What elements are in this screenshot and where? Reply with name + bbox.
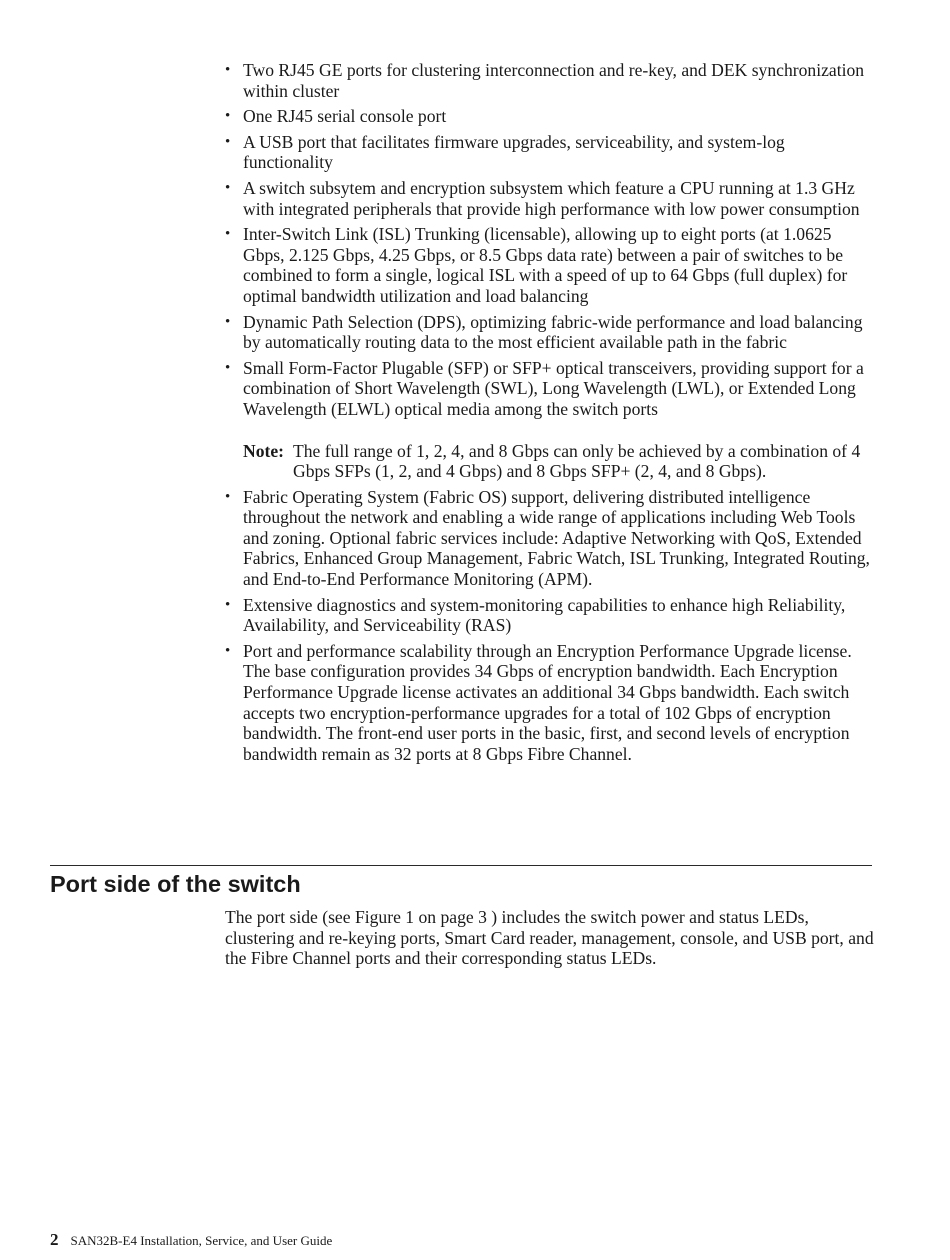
list-item-text: A switch subsytem and encryption subsystem which feature a CPU running at 1.3 GHz with integrated peripherals that provide high performance with low power consumption bbox=[243, 177, 860, 219]
bullet-icon: • bbox=[225, 488, 231, 505]
list-item-text: Port and performance scalability through an Encryption Performance Upgrade license. The base configuration provides 34 Gbps of encryption bandwidth. Each Encryption Performance Upgrade license activates an additional 34 Gbps bandwidth. Each switch accepts two encryption-performance upgrades for a total of 102 Gbps of encryption bandwidth. The front-end user ports in the basic, first, and second levels of encryption bandwidth remain as 32 ports at 8 Gbps Fibre Channel. bbox=[243, 640, 852, 764]
list-item bbox=[225, 106, 875, 127]
list-item bbox=[225, 132, 875, 173]
list-item bbox=[225, 487, 875, 590]
note-block bbox=[243, 441, 875, 482]
feature-list bbox=[225, 60, 875, 769]
list-item-text: Small Form-Factor Plugable (SFP) or SFP+ optical transceivers, providing support for a combination of Short Wavelength (SWL), Long Wavelength (LWL), or Extended Long Wavelength (ELWL) optical media among the switch ports bbox=[243, 357, 864, 419]
list-item bbox=[225, 312, 875, 353]
list-item-text: Dynamic Path Selection (DPS), optimizing fabric-wide performance and load balancing by automatically routing data to the most efficient available path in the fabric bbox=[243, 311, 863, 353]
list-item-text: Inter-Switch Link (ISL) Trunking (licensable), allowing up to eight ports (at 1.0625 Gbps, 2.125 Gbps, 4.25 Gbps, or 8.5 Gbps data rate) between a pair of switches to be combined to form a single, logical ISL with a speed of up to 64 Gbps (full duplex) for optimal bandwidth utilization and load balancing bbox=[243, 224, 848, 306]
bullet-icon: • bbox=[225, 179, 231, 196]
bullet-icon: • bbox=[225, 133, 231, 150]
page-footer bbox=[50, 1230, 750, 1251]
bullet-icon: • bbox=[225, 108, 231, 125]
section-title: Port side of the switch bbox=[50, 871, 301, 897]
list-item-text: Extensive diagnostics and system-monitoring capabilities to enhance high Reliability, Availability, and Serviceability (RAS) bbox=[243, 594, 846, 636]
bullet-icon: • bbox=[225, 62, 231, 78]
note-text: The full range of 1, 2, 4, and 8 Gbps can only be achieved by a combination of 4 Gbps SFPs (1, 2, and 4 Gbps) and 8 Gbps SFP+ (2, 4, and 8 Gbps). bbox=[293, 440, 861, 482]
bullet-icon: • bbox=[225, 642, 231, 659]
list-item bbox=[225, 358, 875, 482]
section-paragraph: The port side (see Figure 1 on page 3 ) includes the switch power and status LEDs, clustering and re-keying ports, Smart Card reader, management, console, and USB port, and the Fibre Channel ports and their corresponding status LEDs. bbox=[225, 907, 874, 969]
list-item bbox=[225, 224, 875, 306]
list-item-text: One RJ45 serial console port bbox=[243, 106, 447, 127]
bullet-icon: • bbox=[225, 313, 231, 330]
list-item bbox=[225, 60, 875, 101]
bullet-icon: • bbox=[225, 226, 231, 243]
bullet-icon: • bbox=[225, 596, 231, 613]
list-item bbox=[225, 595, 875, 636]
list-item-text: A USB port that facilitates firmware upgrades, serviceability, and system-log functionality bbox=[243, 131, 785, 173]
section-divider bbox=[50, 865, 872, 866]
list-item-text: Fabric Operating System (Fabric OS) support, delivering distributed intelligence throughout the network and enabling a wide range of applications including Web Tools and zoning. Optional fabric services include: Adaptive Networking with QoS, Extended Fabrics, Enhanced Group Management, Fabric Watch, ISL Trunking, Integrated Routing, and End-to-End Performance Monitoring (APM). bbox=[243, 486, 870, 590]
page-number: 2 bbox=[50, 1230, 59, 1249]
note-label: Note: bbox=[243, 440, 285, 461]
list-item-text: Two RJ45 GE ports for clustering interconnection and re-key, and DEK synchronization within cluster bbox=[243, 60, 865, 101]
list-item bbox=[225, 178, 875, 219]
book-title: SAN32B-E4 Installation, Service, and User Guide bbox=[70, 1233, 333, 1248]
bullet-icon: • bbox=[225, 359, 231, 376]
list-item bbox=[225, 641, 875, 765]
